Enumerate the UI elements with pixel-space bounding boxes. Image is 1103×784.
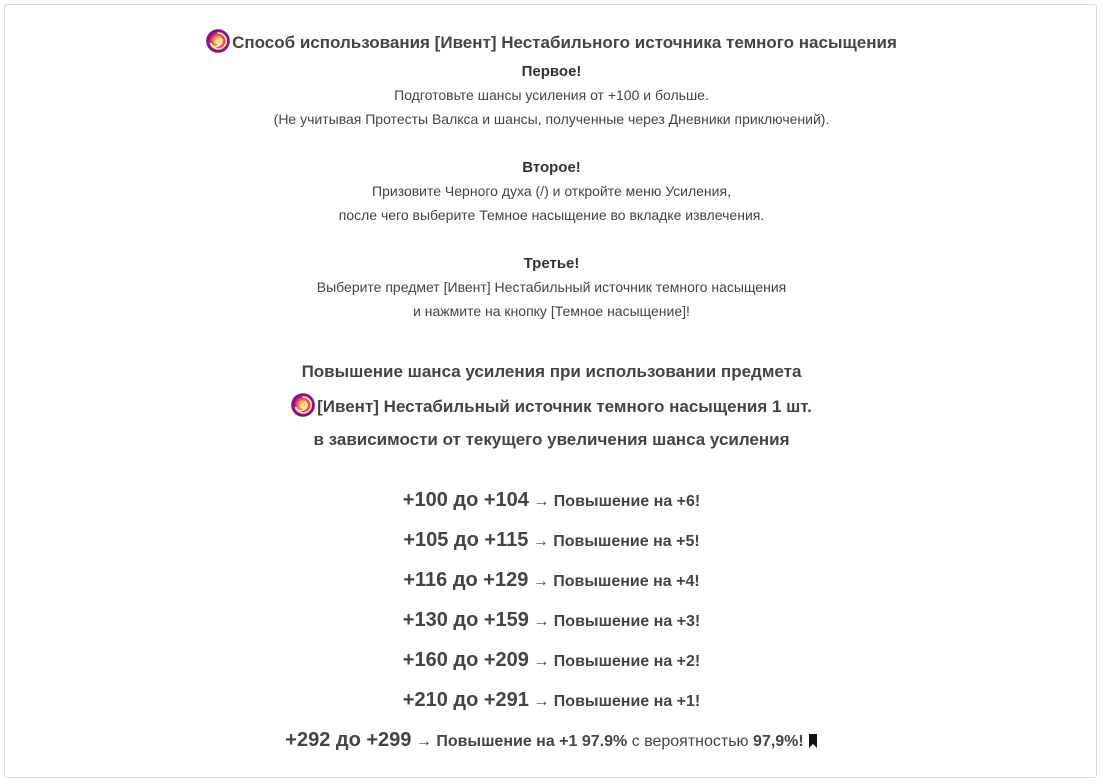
content-card <box>4 4 1097 778</box>
range-gain: Повышение на +6! <box>553 493 701 510</box>
range-value: +116 до +129 <box>403 569 529 591</box>
range-value: +292 до +299 <box>285 729 412 751</box>
range-value: +100 до +104 <box>402 489 529 511</box>
range-gain: Повышение на +4! <box>553 573 700 590</box>
swirl-orb-icon <box>291 393 315 417</box>
range-value: +160 до +209 <box>402 649 529 671</box>
subtitle-line-3: в зависимости от текущего увеличения шанса усиления <box>313 430 790 449</box>
arrow: → <box>532 573 549 590</box>
step-3-heading: Третье! <box>523 255 580 272</box>
arrow: → <box>415 733 432 750</box>
arrow: → <box>533 693 550 710</box>
page-title: Способ использования [Ивент] Нестабильного источника темного насыщения <box>5 29 1098 53</box>
range-row <box>5 609 1098 632</box>
step-3-line-2: и нажмите на кнопку [Темное насыщение]! <box>413 303 690 319</box>
arrow: → <box>532 533 549 550</box>
probability-value: 97,9%! <box>753 733 804 750</box>
range-row-last <box>5 729 1098 752</box>
arrow: → <box>533 613 550 630</box>
subtitle-line-1: Повышение шанса усиления при использовании предмета <box>301 362 802 381</box>
subtitle-line-2: [Ивент] Нестабильный источник темного насыщения 1 шт. <box>5 393 1098 417</box>
range-row <box>5 649 1098 672</box>
step-1-line-2: (Не учитывая Протесты Валкса и шансы, полученные через Дневники приключений). <box>273 111 830 127</box>
step-3-line-1: Выберите предмет [Ивент] Нестабильный источник темного насыщения <box>316 279 787 295</box>
bookmark-icon <box>808 734 818 748</box>
range-value: +105 до +115 <box>403 529 529 551</box>
arrow: → <box>533 493 550 510</box>
range-row <box>5 529 1098 552</box>
range-value: +210 до +291 <box>402 689 529 711</box>
swirl-orb-icon <box>206 29 230 53</box>
range-row <box>5 689 1098 712</box>
range-gain: Повышение на +1 <box>436 733 578 750</box>
step-1-heading: Первое! <box>521 63 582 80</box>
step-2-line-2: после чего выберите Темное насыщение во вкладке извлечения. <box>338 207 765 223</box>
range-gain: Повышение на +2! <box>553 653 701 670</box>
range-gain: Повышение на +5! <box>553 533 700 550</box>
step-1-line-1: Подготовьте шансы усиления от +100 и больше. <box>394 87 709 103</box>
step-2-heading: Второе! <box>522 159 581 176</box>
probability-label: с вероятностью <box>631 733 749 750</box>
arrow: → <box>533 653 550 670</box>
range-gain: Повышение на +3! <box>553 613 701 630</box>
range-gain: Повышение на +1! <box>553 693 701 710</box>
range-row <box>5 489 1098 512</box>
range-row <box>5 569 1098 592</box>
range-value: +130 до +159 <box>402 609 529 631</box>
step-2-line-1: Призовите Черного духа (/) и откройте меню Усиления, <box>372 183 731 199</box>
range-percent: 97.9% <box>581 733 628 750</box>
